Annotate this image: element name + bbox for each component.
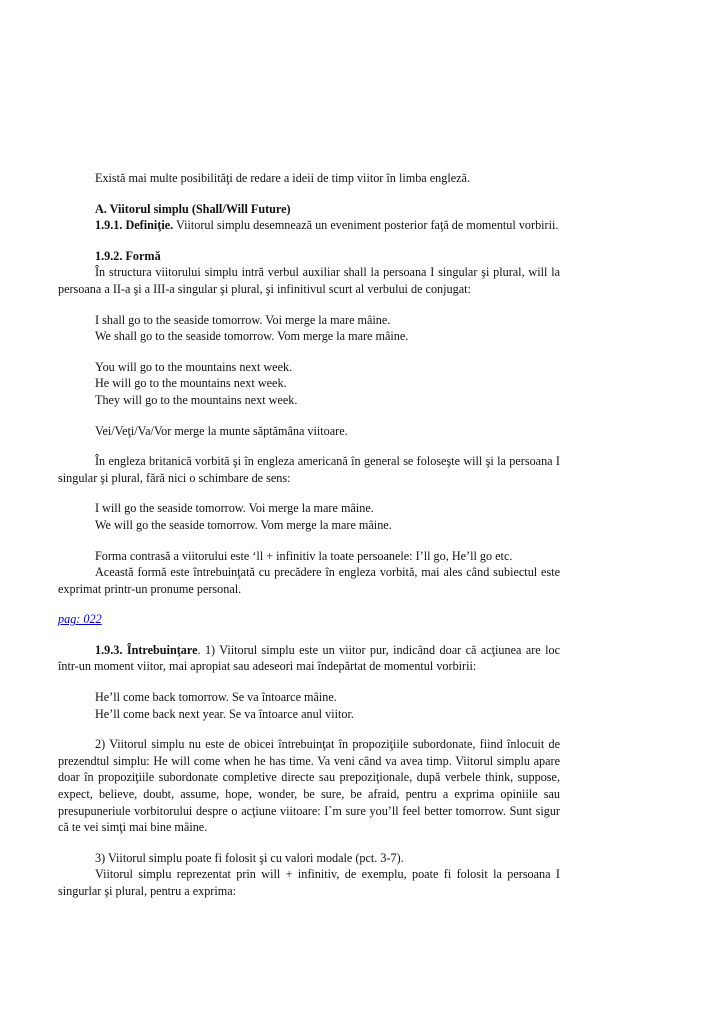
point-3-paragraph: Viitorul simplu reprezentat prin will + infinitiv, de exemplu, poate fi folosit la persoana I singurlar şi plural, pentru a exprima:: [58, 867, 560, 898]
page-marker-text: pag: 022: [58, 612, 102, 627]
point-3-line: 3) Viitorul simplu poate fi folosit şi cu valori modale (pct. 3-7).: [95, 850, 404, 865]
british-paragraph: În engleza britanică vorbită şi în engleza americană în general se foloseşte will şi la persoana I singular şi plural, fără nici o schimbare de sens:: [58, 454, 560, 485]
intro-paragraph: Există mai multe posibilităţi de redare a ideii de timp viitor în limba engleză.: [95, 171, 470, 185]
point-2-paragraph: 2) Viitorul simplu nu este de obicei întrebuinţat în propoziţiile subordonate, fiind înlocuit de prezendtul simplu: He will come when he has time. Va veni când va avea timp. Viitorul simplu apare doar în propoziţiile subordonate completive directe sau prepoziţionale, după verbele think, suppose, expect, believe, doubt, assume, hope, wonder, be sure, be afraid, pentru a exprima opiniile sau presupuneriule vorbitorului despre o acţiune viitoare: I`m sure you’ll feel better tomorrow. Sunt sigur că te vei simţi mai bine mâine.: [58, 737, 560, 835]
definition-heading: 1.9.1. Definiţie.: [95, 218, 174, 233]
example-shall-1: I shall go to the seaside tomorrow. Voi merge la mare mâine.: [95, 312, 391, 327]
contracted-form-line: Forma contrasă a viitorului este ‘ll + infinitiv la toate persoanele: I’ll go, He’ll go etc.: [95, 548, 513, 563]
vei-translation: Vei/Veţi/Va/Vor merge la munte săptămâna viitoare.: [95, 423, 348, 438]
section-a-title: A. Viitorul simplu (Shall/Will Future): [95, 201, 291, 216]
example-come-back-1: He’ll come back tomorrow. Se va întoarce mâine.: [95, 690, 337, 705]
definition-text: Viitorul simplu desemnează un eveniment posterior faţă de momentul vorbirii.: [173, 218, 559, 233]
page-content: [58, 170, 560, 900]
example-shall-2: We shall go to the seaside tomorrow. Vom merge la mare mâine.: [95, 329, 409, 344]
example-will-1: You will go to the mountains next week.: [95, 359, 293, 374]
forma-heading: 1.9.2. Formă: [95, 248, 161, 263]
example-come-back-2: He’ll come back next year. Se va întoarce anul viitor.: [95, 706, 354, 721]
example-will-3: They will go to the mountains next week.: [95, 392, 298, 407]
definition-paragraph: [58, 217, 560, 234]
usage-paragraph: [58, 642, 560, 675]
example-will-first-1: I will go the seaside tomorrow. Voi merge la mare mâine.: [95, 501, 374, 516]
forma-paragraph: În structura viitorului simplu intră verbul auxiliar shall la persoana I singular şi plural, will la persoana a II-a şi a III-a singular şi plural, şi infinitivul scurt al verbului de conjugat:: [58, 265, 560, 296]
usage-heading: 1.9.3. Întrebuinţare: [95, 642, 198, 657]
usage-text: . 1) Viitorul simplu este un viitor pur, indicând doar că acţiunea are loc într-un moment viitor, mai apropiat sau adeseori mai îndepărtat de momentul vorbirii:: [58, 642, 560, 674]
page-marker: [58, 611, 560, 628]
example-will-first-2: We will go the seaside tomorrow. Vom merge la mare mâine.: [95, 517, 392, 532]
contracted-form-paragraph: Această formă este întrebuinţată cu precădere în engleza vorbită, mai ales când subiectul este exprimat printr-un pronume personal.: [58, 565, 560, 596]
example-will-2: He will go to the mountains next week.: [95, 376, 287, 391]
